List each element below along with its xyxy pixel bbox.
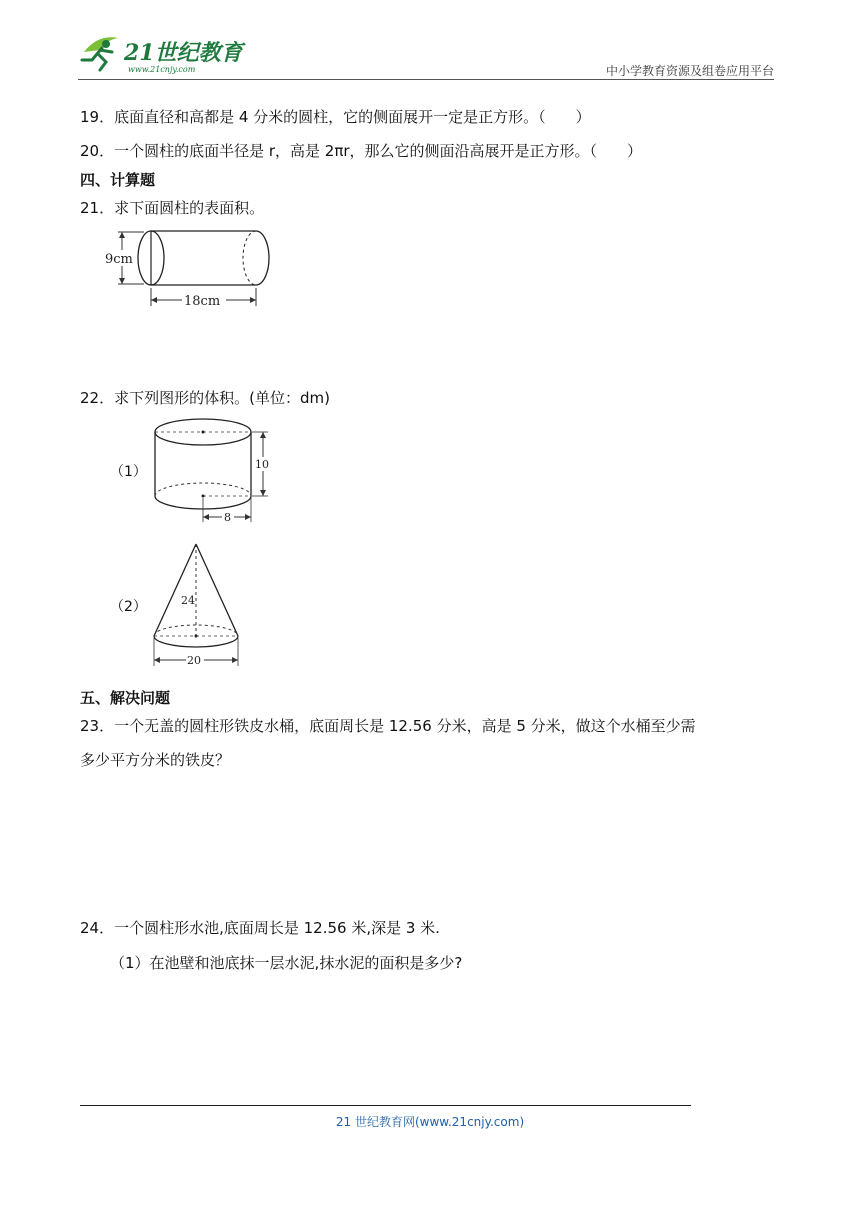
figure-22-2-diameter-label: 20	[187, 654, 201, 667]
question-21: 21．求下面圆柱的表面积。	[80, 199, 265, 217]
platform-name: 中小学教育资源及组卷应用平台	[605, 64, 774, 78]
logo-title: 21世纪教育	[124, 40, 243, 66]
section-heading-4: 四、计算题	[80, 171, 156, 189]
figure-21-cylinder	[100, 222, 290, 312]
runner-logo-icon	[78, 30, 258, 78]
figure-22-1-radius-label: 8	[224, 511, 231, 524]
figure-22-1-cylinder	[148, 414, 278, 526]
question-23-line-2: 多少平方分米的铁皮？	[80, 751, 231, 769]
figure-22-1-height-label: 10	[255, 458, 269, 471]
figure-21-length-label: 18cm	[184, 294, 221, 309]
figure-22-2-height-label: 24	[181, 594, 195, 607]
question-23-line-1: 23．一个无盖的圆柱形铁皮水桶，底面周长是 12.56 分米，高是 5 分米，做这个水桶至少需	[80, 717, 696, 735]
question-22-part-1-label: （1）	[110, 464, 147, 480]
question-19: 19．底面直径和高都是 4 分米的圆柱，它的侧面展开一定是正方形。（ ）	[80, 108, 591, 126]
question-20: 20．一个圆柱的底面半径是 r，高是 2πr，那么它的侧面沿高展开是正方形。（ ）	[80, 142, 643, 160]
figure-21-height-label: 9cm	[105, 252, 133, 267]
question-22-part-2-label: （2）	[110, 599, 147, 615]
logo	[78, 30, 258, 78]
section-heading-5: 五、解决问题	[80, 689, 171, 707]
footer-divider	[80, 1105, 691, 1106]
question-24: 24．一个圆柱形水池,底面周长是 12.56 米,深是 3 米.	[80, 919, 440, 937]
question-22: 22．求下列图形的体积。(单位：dm)	[80, 389, 330, 407]
logo-url: www.21cnjy.com	[128, 65, 196, 74]
footer-source: 21 世纪教育网(www.21cnjy.com)	[335, 1115, 525, 1129]
question-24-part-1: （1）在池壁和池底抹一层水泥,抹水泥的面积是多少?	[110, 954, 463, 972]
figure-22-2-cone	[148, 538, 248, 670]
header-divider	[78, 79, 774, 80]
